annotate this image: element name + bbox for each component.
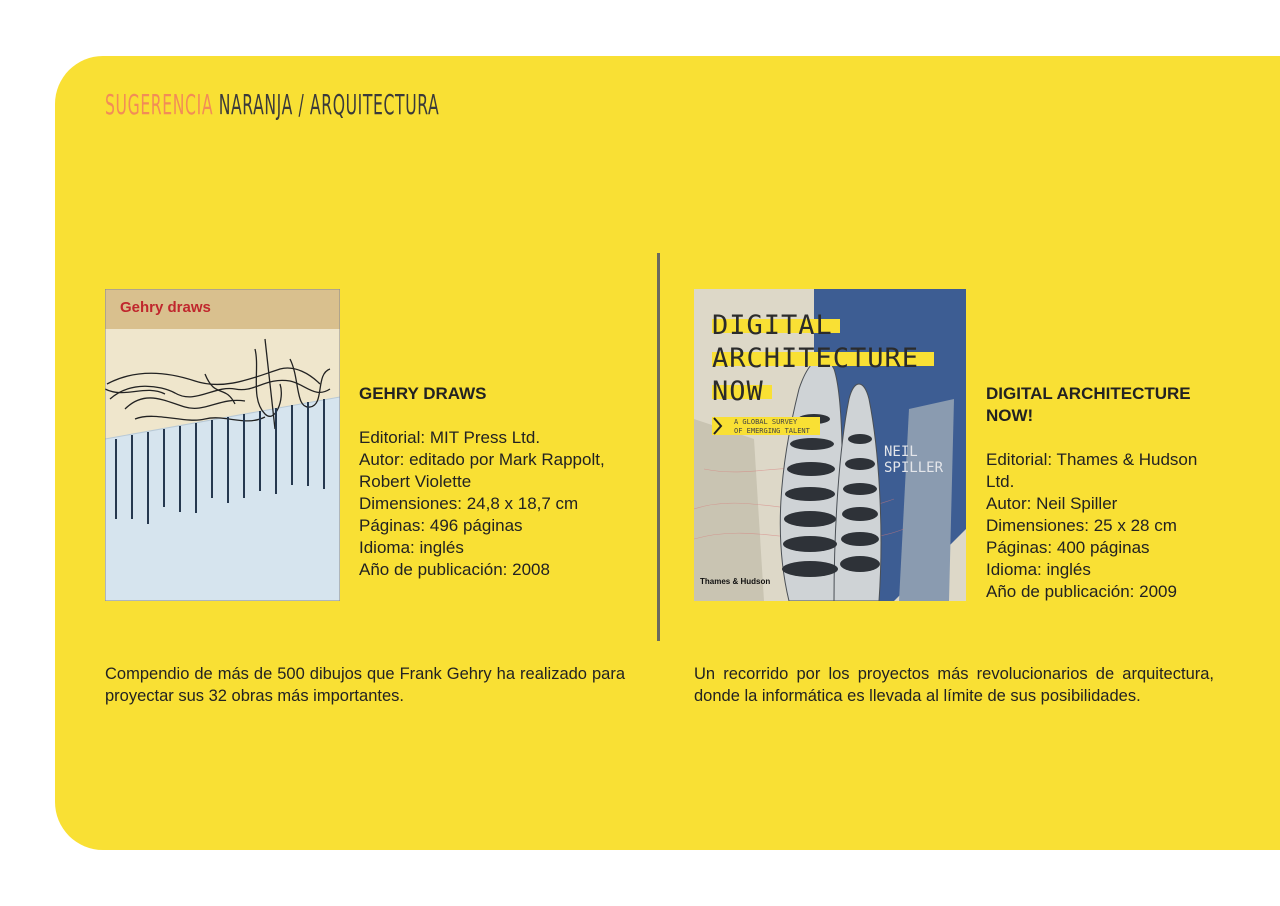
heading-rest: NARANJA / ARQUITECTURA xyxy=(218,88,440,121)
cover-subtitle-line: OF EMERGING TALENT xyxy=(734,427,810,435)
book2-author: Autor: Neil Spiller xyxy=(986,494,1118,513)
book2-pages: Páginas: 400 páginas xyxy=(986,538,1150,557)
cover-author-line: NEIL xyxy=(884,444,918,460)
cover-title: Gehry draws xyxy=(120,299,211,316)
cover-title-lines xyxy=(712,309,919,408)
book1-language: Idioma: inglés xyxy=(359,538,464,557)
column-divider xyxy=(657,253,660,641)
cover-subtitle xyxy=(734,418,810,436)
book2-dimensions: Dimensiones: 25 x 28 cm xyxy=(986,516,1177,535)
cover-title-line: DIGITAL xyxy=(712,310,833,341)
book2-info xyxy=(986,383,1216,603)
cover-subtitle-line: A GLOBAL SURVEY xyxy=(734,418,798,426)
book2-title: DIGITAL ARCHITECTURE NOW! xyxy=(986,384,1191,425)
cover-author-line: SPILLER xyxy=(884,460,944,476)
cover-title-line: ARCHITECTURE xyxy=(712,343,920,374)
book1-pages: Páginas: 496 páginas xyxy=(359,516,523,535)
section-heading xyxy=(105,88,439,121)
book-cover-gehry-draws xyxy=(105,289,340,601)
book2-language: Idioma: inglés xyxy=(986,560,1091,579)
cover-title-line: NOW xyxy=(712,376,764,407)
cover-publisher: Thames & Hudson xyxy=(700,577,771,586)
book1-title: GEHRY DRAWS xyxy=(359,384,487,403)
book1-description: Compendio de más de 500 dibujos que Frank Gehry ha realizado para proyectar sus 32 obras más importantes. xyxy=(105,665,625,705)
book2-publisher: Editorial: Thames & Hudson Ltd. xyxy=(986,450,1198,491)
book2-description: Un recorrido por los proyectos más revolucionarios de arquitectura, donde la informática es llevada al límite de sus posibilidades. xyxy=(694,665,1214,705)
cover-author xyxy=(884,444,943,476)
heading-accent: SUGERENCIA xyxy=(105,88,214,121)
book1-author: Autor: editado por Mark Rappolt, Robert Violette xyxy=(359,450,605,491)
book1-dimensions: Dimensiones: 24,8 x 18,7 cm xyxy=(359,494,579,513)
book1-year: Año de publicación: 2008 xyxy=(359,560,550,579)
book1-publisher: Editorial: MIT Press Ltd. xyxy=(359,428,541,447)
book-cover-digital-architecture-now xyxy=(694,289,966,601)
book2-year: Año de publicación: 2009 xyxy=(986,582,1177,601)
book1-info xyxy=(359,383,639,581)
